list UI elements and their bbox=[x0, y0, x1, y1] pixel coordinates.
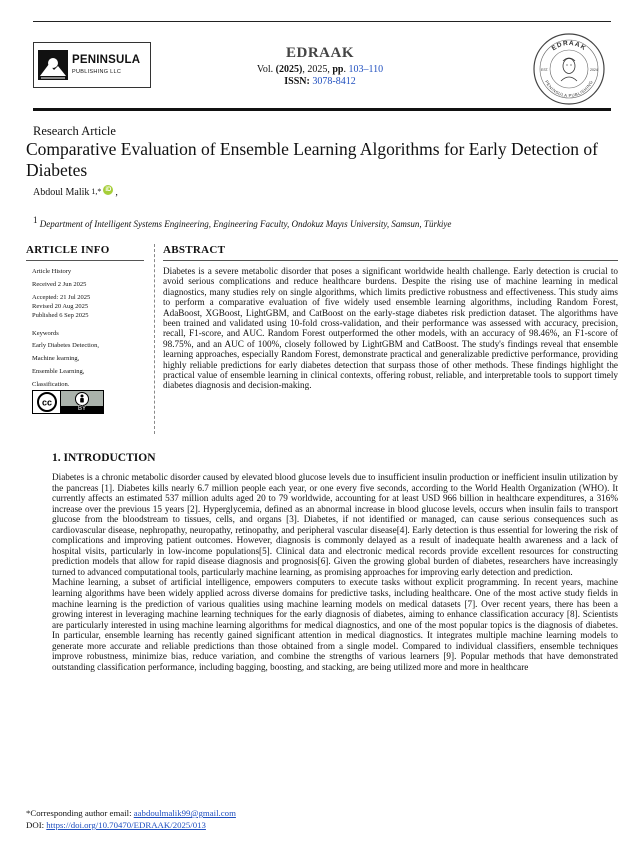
author-marks: 1,* bbox=[91, 187, 102, 196]
keywords-label: Keywords bbox=[32, 330, 59, 337]
journal-volume: Vol. (2025), 2025, pp. 103–110 bbox=[256, 64, 384, 75]
journal-info bbox=[220, 45, 420, 87]
email-label: *Corresponding author email: bbox=[26, 808, 134, 818]
keyword-item: Ensemble Learning, bbox=[32, 368, 85, 375]
license-by-label: BY bbox=[61, 406, 103, 413]
introduction-heading: 1. INTRODUCTION bbox=[52, 452, 156, 464]
abstract-text: Diabetes is a severe metabolic disorder that poses a significant worldwide health challenge. Early detection is crucial to avoid serious complications and reduce healthcare burdens. Despite the rising use of machine learning in medical diagnostics, many studies rely on single algorithms, which limits predictive robustness and effectiveness. This study aims to perform a comparative evaluation of five widely used ensemble learning algorithms, including Random Forest, AdaBoost, XGBoost, LightGBM, and CatBoost on the early-stage diabetes risk prediction dataset. The algorithms have been trained and validated using 10-fold cross-validation, and their performance was assessed with accuracy, precision, recall, F1-score, and AUC. Random Forest outperformed the other models, with an accuracy of 98.46%, an F1-score of 98.75%, and an AUC of 100%, closely followed by LightGBM and CatBoost. The study's findings reveal that ensemble learning approaches, especially Random Forest, demonstrate practical and generalizable predictive performance, providing highly reliable predictions for early diabetes detection that surpass those of other methods. These findings highlight the practical value of ensemble learning in clinical contexts, offering robust, reliable, and interpretable tools to support timely diabetes diagnosis and decision-making. bbox=[163, 266, 618, 391]
affiliation-number: 1 bbox=[33, 215, 38, 225]
doi-line bbox=[26, 819, 236, 831]
footnote bbox=[26, 807, 236, 831]
doi-label: DOI: bbox=[26, 820, 47, 830]
abstract-rule bbox=[163, 260, 618, 261]
pages-label: pp bbox=[332, 64, 344, 75]
received-date: Received 2 Jun 2025 bbox=[32, 281, 87, 288]
article-title: Comparative Evaluation of Ensemble Learning Algorithms for Early Detection of Diabetes bbox=[26, 139, 598, 180]
introduction-paragraph: Machine learning, a subset of artificial intelligence, empowers computers to execute tasks without explicit programming. In recent years, machine learning algorithms have been widely applied across diverse domains for predictive tasks, including healthcare. One of the most active study fields in machine learning is the prediction of various qualities using machine learning models on medical datasets [7]. Over recent years, there has been a growing interest in leveraging machine learning techniques for the early diagnosis of diabetes, aiming to enhance classification accuracy [8]. Scientists are particularly interested in using machine learning algorithms for medical diagnostics, and one of the most popular topics is the diagnosis of diabetes. In particular, ensemble learning has recently gained significant attention in medical diagnostics. It integrates multiple machine learning models to generate more accurate and reliable predictions than those obtained from a single model. Compared to individual classifiers, ensemble techniques improve robustness, minimize bias, reduce variation, and combine the strengths of various learners [9]. Popular methods that have demonstrated outstanding classification performance, including bagging, boosting, and stacking, are being utilized more and more in healthcare bbox=[52, 577, 618, 672]
issn-link[interactable]: 3078-8412 bbox=[312, 76, 356, 87]
orcid-icon[interactable]: iD bbox=[105, 187, 112, 193]
article-info-rule bbox=[26, 260, 144, 261]
keyword-item: Classification. bbox=[32, 381, 70, 388]
journal-seal-icon bbox=[533, 33, 605, 105]
revised-date: Revised 20 Aug 2025 bbox=[32, 303, 89, 310]
attribution-person-icon bbox=[75, 392, 89, 406]
author-name: Abdoul Malik bbox=[33, 187, 90, 198]
keyword-item: Machine learning, bbox=[32, 355, 80, 362]
email-link[interactable]: aabdoulmalik99@gmail.com bbox=[133, 808, 236, 818]
publisher-subtitle: PUBLISHING LLC bbox=[72, 68, 122, 75]
journal-name: EDRAAK bbox=[285, 45, 354, 61]
affiliation-text: Department of Intelligent Systems Engineering, Engineering Faculty, Ondokuz Mayıs University, Samsun, Türkiye bbox=[37, 219, 452, 229]
seal-right-text: 2024 bbox=[590, 68, 598, 72]
volume-year-bold: (2025) bbox=[275, 64, 303, 75]
seal-left-text: EST. bbox=[541, 68, 549, 72]
article-info-heading: ARTICLE INFO bbox=[26, 244, 110, 256]
author-trail: , bbox=[115, 187, 118, 198]
introduction-body bbox=[52, 472, 618, 672]
mountain-sun-icon bbox=[38, 50, 68, 80]
abstract-section bbox=[163, 244, 618, 391]
article-info bbox=[26, 244, 146, 414]
accepted-date: Accepted: 21 Jul 2025 bbox=[32, 294, 91, 301]
seal-top-text: EDRAAK bbox=[550, 39, 588, 53]
cc-license-badge[interactable] bbox=[32, 390, 104, 414]
svg-text:cc: cc bbox=[41, 397, 52, 408]
introduction-paragraph: Diabetes is a chronic metabolic disorder caused by elevated blood glucose levels due to insufficient insulin production or inefficient insulin utilization by the pancreas [1]. Diabetes kills nearly 6.7 million people each year, or one every five seconds, according to the World Health Organization (WHO). It currently affects an estimated 537 million adults aged 20 to 79 worldwide, accounting for at least USD 966 billion in healthcare expenditures, a 316% increase over the previous 15 years [2]. Hyperglycemia, defined as an abnormal increase in blood glucose levels, occurs when insulin fails to transport glucose from the bloodstream to tissues, cells, and organs [3]. Diabetes, if not identified or managed, can cause serious consequences such as cardiovascular disease, nephropathy, neuropathy, retinopathy, and peripheral vascular disease[4]. Early detection is thus essential for lowering the risk of complications and improving patient outcomes. However, diagnosis is commonly delayed as a result of inadequate health awareness and a lack of hospital visits, particularly in low-income populations[5]. Clinical data and electronic medical records provide excellent resources for constructing prediction models that allow for rapid disease diagnosis and prognosis[6]. Given the growing global burden of diabetes, researchers have increasingly turned to advanced computational tools, particularly machine learning, as promising approaches for improving early detection and prediction. bbox=[52, 472, 618, 577]
publisher-name: PENINSULA bbox=[72, 54, 141, 66]
history-label: Article History bbox=[32, 268, 72, 275]
author-line bbox=[33, 187, 118, 198]
column-divider bbox=[154, 244, 155, 434]
pages-link[interactable]: 103–110 bbox=[348, 64, 384, 75]
volume-year: , 2025, bbox=[302, 64, 333, 75]
header-top-rule bbox=[33, 21, 611, 22]
volume-prefix: Vol. bbox=[256, 64, 276, 75]
keyword-item: Early Diabetes Detection, bbox=[32, 342, 99, 349]
publisher-logo[interactable] bbox=[33, 42, 151, 88]
journal-issn bbox=[220, 76, 420, 87]
article-type: Research Article bbox=[33, 124, 116, 138]
corresponding-email-line bbox=[26, 807, 236, 819]
affiliation bbox=[33, 215, 451, 229]
abstract-heading: ABSTRACT bbox=[163, 244, 226, 256]
seal-bottom-text: PENINSULA PUBLISHING bbox=[544, 79, 594, 99]
issn-label: ISSN: bbox=[284, 76, 313, 87]
published-date: Published 6 Sep 2025 bbox=[32, 312, 89, 319]
doi-link[interactable]: https://doi.org/10.70470/EDRAAK/2025/013 bbox=[46, 820, 206, 830]
header-thick-rule bbox=[33, 108, 611, 111]
creative-commons-icon bbox=[37, 392, 57, 412]
